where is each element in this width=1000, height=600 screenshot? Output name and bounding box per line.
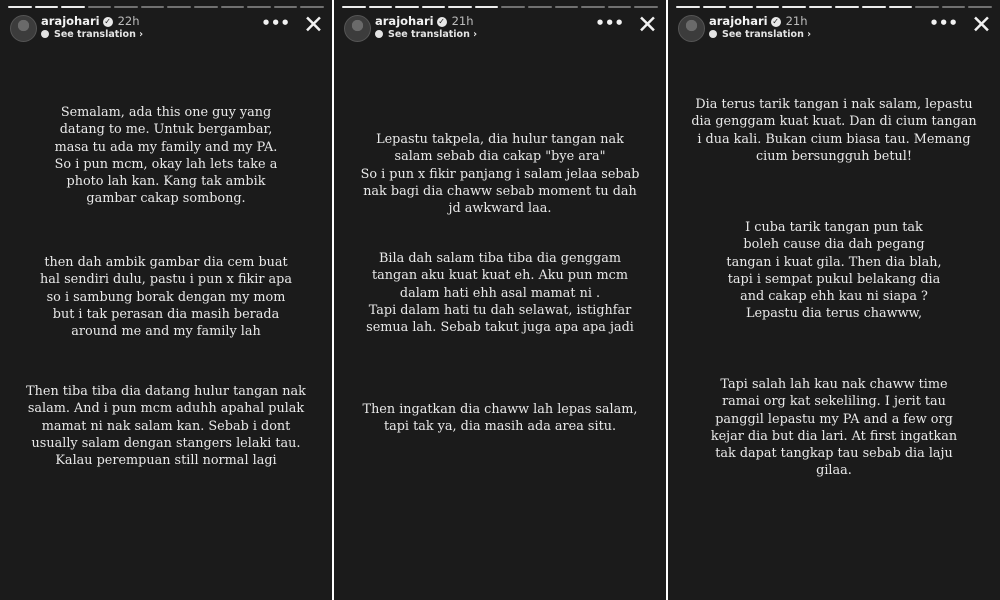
story-text-line: Then ingatkan dia chaww lah lepas salam, xyxy=(362,402,638,417)
progress-segment xyxy=(167,6,191,8)
username[interactable]: arajohari xyxy=(41,14,100,28)
story-text-line: nak bagi dia chaww sebab moment tu dah xyxy=(363,183,637,199)
progress-segment xyxy=(300,6,324,8)
story-text-line: I cuba tarik tangan pun tak xyxy=(745,220,923,235)
story-text-line: and cakap ehh kau ni siapa ? xyxy=(740,289,928,305)
translate-globe-icon xyxy=(375,30,383,38)
story-text-line: gambar cakap sombong. xyxy=(86,191,246,207)
story-text-line: tapi i sempat pukul belakang dia xyxy=(727,271,941,287)
progress-segment xyxy=(862,6,886,8)
progress-segment xyxy=(448,6,472,8)
progress-segment xyxy=(703,6,727,8)
chevron-right-icon: › xyxy=(473,29,478,40)
more-options-icon[interactable]: ••• xyxy=(261,14,290,32)
story-paragraph xyxy=(334,250,666,336)
story-text-line: usually salam dengan stangers lelaki tau. xyxy=(31,435,301,451)
story-text-line: jd awkward laa. xyxy=(448,201,552,217)
progress-segment xyxy=(676,6,700,8)
see-translation-label: See translation xyxy=(54,29,136,40)
story-text-line: tangan i kuat gila. Then dia blah, xyxy=(726,254,942,270)
progress-segment xyxy=(274,6,298,8)
progress-segment xyxy=(968,6,992,8)
story-text-line: i dua kali. Bukan cium biasa tau. Memang xyxy=(697,131,971,147)
progress-segment xyxy=(61,6,85,8)
verified-badge-icon: ✓ xyxy=(438,17,445,26)
progress-segment xyxy=(835,6,859,8)
verified-badge-icon: ✓ xyxy=(104,17,111,26)
story-paragraph xyxy=(0,254,332,340)
progress-segment xyxy=(634,6,658,8)
story-text-line: datang to me. Untuk bergambar, xyxy=(59,122,273,138)
story-panel-2[interactable] xyxy=(334,0,666,600)
progress-segment xyxy=(395,6,419,8)
story-text-line: dalam hati ehh asal mamat ni . xyxy=(399,285,601,301)
close-icon[interactable]: ✕ xyxy=(303,10,324,39)
story-text-line: tak dapat tangkap tau sebab dia laju xyxy=(715,446,953,462)
close-icon[interactable]: ✕ xyxy=(971,10,992,39)
story-progress-bar xyxy=(8,6,324,8)
progress-segment xyxy=(247,6,271,8)
story-text-line: Dia terus tarik tangan i nak salam, lepastu xyxy=(695,97,973,112)
more-options-icon[interactable]: ••• xyxy=(595,14,624,32)
story-text-line: Bila dah salam tiba tiba dia genggam xyxy=(379,251,621,266)
progress-segment xyxy=(915,6,939,8)
post-time: 21h xyxy=(451,14,474,28)
username[interactable]: arajohari xyxy=(709,14,768,28)
story-paragraph xyxy=(334,131,666,217)
story-text-line: Semalam, ada this one guy yang xyxy=(60,105,272,120)
story-text-line: but i tak perasan dia masih berada xyxy=(52,306,280,322)
story-text-line: masa tu ada my family and my PA. xyxy=(54,139,278,155)
story-text-line: semua lah. Sebab takut juga apa apa jadi xyxy=(366,320,634,336)
story-text-line: salam. And i pun mcm aduhh apahal pulak xyxy=(27,401,305,417)
progress-segment xyxy=(194,6,218,8)
story-text-line: mamat ni nak salam kan. Sebab i dont xyxy=(41,418,291,434)
profile-avatar[interactable] xyxy=(344,15,371,42)
story-text-line: cium bersungguh betul! xyxy=(756,148,912,164)
progress-segment xyxy=(756,6,780,8)
story-text-line: photo lah kan. Kang tak ambik xyxy=(66,174,266,190)
story-text-line: tapi tak ya, dia masih ada area situ. xyxy=(383,419,617,435)
translate-globe-icon xyxy=(709,30,717,38)
post-time: 22h xyxy=(117,14,140,28)
story-text-line: Kalau perempuan still normal lagi xyxy=(55,453,277,469)
progress-segment xyxy=(35,6,59,8)
story-text-line: kejar dia but dia lari. At first ingatkan xyxy=(710,428,958,444)
more-options-icon[interactable]: ••• xyxy=(929,14,958,32)
story-paragraph xyxy=(0,383,332,469)
story-text-line: Tapi salah lah kau nak chaww time xyxy=(720,377,948,392)
story-paragraph xyxy=(0,104,332,208)
progress-segment xyxy=(809,6,833,8)
chevron-right-icon: › xyxy=(807,29,812,40)
story-text-line: Then tiba tiba dia datang hulur tangan nak xyxy=(26,384,306,399)
story-paragraph xyxy=(668,219,1000,323)
progress-segment xyxy=(369,6,393,8)
story-paragraph xyxy=(668,376,1000,480)
chevron-right-icon: › xyxy=(139,29,144,40)
story-text-line: So i pun mcm, okay lah lets take a xyxy=(54,156,278,172)
progress-segment xyxy=(141,6,165,8)
progress-segment xyxy=(782,6,806,8)
progress-segment xyxy=(942,6,966,8)
story-text-line: so i sambung borak dengan my mom xyxy=(46,289,286,305)
progress-segment xyxy=(729,6,753,8)
story-text-line: gilaa. xyxy=(816,463,852,479)
story-text-line: around me and my family lah xyxy=(71,324,261,340)
story-text-line: So i pun x fikir panjang i salam jelaa sebab xyxy=(360,166,640,182)
progress-segment xyxy=(555,6,579,8)
progress-segment xyxy=(8,6,32,8)
progress-segment xyxy=(114,6,138,8)
story-header xyxy=(676,10,994,41)
username-row[interactable] xyxy=(41,14,140,28)
story-text-line: then dah ambik gambar dia cem buat xyxy=(44,255,288,270)
story-header xyxy=(342,10,660,41)
story-paragraph xyxy=(668,96,1000,165)
progress-segment xyxy=(221,6,245,8)
story-text-line: Tapi dalam hati tu dah selawat, istighfar xyxy=(368,302,632,318)
see-translation-link[interactable] xyxy=(375,29,477,40)
story-text-line: boleh cause dia dah pegang xyxy=(743,237,925,253)
profile-avatar[interactable] xyxy=(10,15,37,42)
story-text-line: salam sebab dia cakap "bye ara" xyxy=(394,149,606,165)
story-panel-3[interactable] xyxy=(668,0,1000,600)
username-row[interactable] xyxy=(709,14,808,28)
story-text-line: panggil lepastu my PA and a few org xyxy=(715,411,953,427)
see-translation-link[interactable] xyxy=(709,29,811,40)
progress-segment xyxy=(889,6,913,8)
story-panel-1[interactable] xyxy=(0,0,332,600)
post-time: 21h xyxy=(785,14,808,28)
story-text-line: Lepastu dia terus chawww, xyxy=(745,306,923,322)
username-row[interactable] xyxy=(375,14,474,28)
story-progress-bar xyxy=(342,6,658,8)
close-icon[interactable]: ✕ xyxy=(637,10,658,39)
progress-segment xyxy=(88,6,112,8)
progress-segment xyxy=(528,6,552,8)
progress-segment xyxy=(581,6,605,8)
see-translation-label: See translation xyxy=(722,29,804,40)
story-text-line: hal sendiri dulu, pastu i pun x fikir apa xyxy=(40,272,292,288)
story-text-line: dia genggam kuat kuat. Dan di cium tangan xyxy=(691,114,977,130)
story-progress-bar xyxy=(676,6,992,8)
see-translation-label: See translation xyxy=(388,29,470,40)
progress-segment xyxy=(475,6,499,8)
see-translation-link[interactable] xyxy=(41,29,143,40)
story-text-line: ramai org kat sekeliling. I jerit tau xyxy=(722,394,946,410)
profile-avatar[interactable] xyxy=(678,15,705,42)
progress-segment xyxy=(342,6,366,8)
progress-segment xyxy=(422,6,446,8)
story-header xyxy=(8,10,326,41)
verified-badge-icon: ✓ xyxy=(772,17,779,26)
progress-segment xyxy=(608,6,632,8)
story-paragraph xyxy=(334,401,666,436)
translate-globe-icon xyxy=(41,30,49,38)
progress-segment xyxy=(501,6,525,8)
story-text-line: tangan aku kuat kuat eh. Aku pun mcm xyxy=(372,268,628,284)
story-text-line: Lepastu takpela, dia hulur tangan nak xyxy=(376,132,624,147)
username[interactable]: arajohari xyxy=(375,14,434,28)
